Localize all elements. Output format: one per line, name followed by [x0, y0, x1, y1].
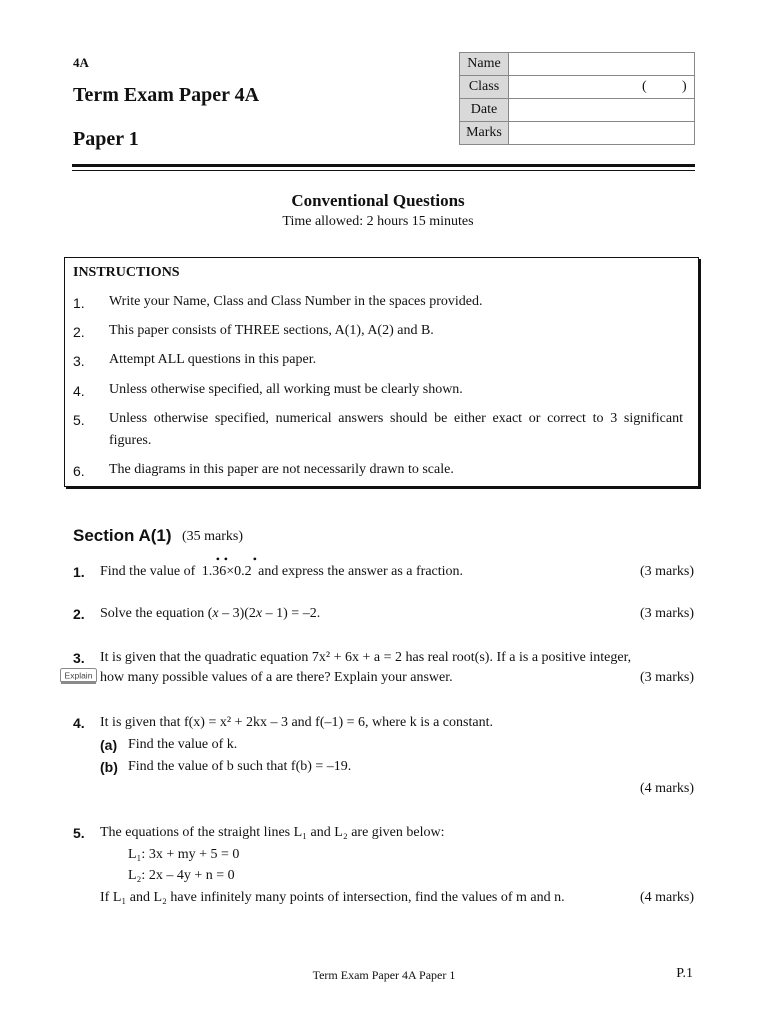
instruction-number: 3.	[73, 353, 85, 369]
instruction-number: 5.	[73, 412, 85, 428]
question-4b-label: (b)	[100, 759, 118, 775]
question-number: 2.	[73, 606, 85, 622]
instruction-number: 6.	[73, 463, 85, 479]
recurring-dot: •	[223, 552, 228, 566]
paper-code: 4A	[73, 55, 89, 70]
question-4a-label: (a)	[100, 737, 118, 753]
header-divider-thin	[72, 170, 695, 171]
instruction-text: The diagrams in this paper are not necessarily drawn to scale.	[109, 462, 454, 477]
question-3-line-2: how many possible values of a are there? Explain your answer.	[100, 670, 453, 685]
question-5-task: If L₁ and L₂ have infinitely many points of intersection, find the values of m and n.	[100, 890, 565, 905]
question-4b-text: Find the value of b such that f(b) = –19.	[128, 759, 352, 774]
recurring-dot: •	[215, 552, 220, 566]
instruction-number: 2.	[73, 324, 85, 340]
recurring-dot: •	[252, 552, 257, 566]
question-2-part: Solve the equation (	[100, 606, 213, 621]
paper-title: Paper 1	[73, 128, 139, 150]
name-field[interactable]	[509, 53, 695, 76]
question-5-stem: The equations of the straight lines L₁ and L₂ are given below:	[100, 825, 445, 840]
instruction-text: Unless otherwise specified, all working must be clearly shown.	[109, 382, 463, 397]
time-allowed: Time allowed: 2 hours 15 minutes	[282, 214, 474, 229]
question-3-marks: (3 marks)	[639, 670, 694, 685]
section-title: Conventional Questions	[291, 191, 465, 210]
question-2-part: – 3)(2	[218, 606, 256, 621]
date-label: Date	[460, 99, 509, 122]
question-4-marks: (4 marks)	[639, 781, 694, 796]
header-divider-thick	[72, 164, 695, 167]
question-5-marks: (4 marks)	[639, 890, 694, 905]
question-number: 4.	[73, 715, 85, 731]
variable-x: x	[255, 606, 263, 621]
question-1-post: and express the answer as a fraction.	[258, 564, 464, 579]
instructions-title: INSTRUCTIONS	[73, 265, 180, 280]
class-field[interactable]	[509, 76, 695, 99]
exam-title: Term Exam Paper 4A	[73, 84, 260, 106]
question-number: 5.	[73, 825, 85, 841]
section-a1-heading: Section A(1)	[73, 526, 172, 545]
instruction-text: Write your Name, Class and Class Number in the spaces provided.	[109, 294, 483, 309]
recurring-decimal-expression	[201, 552, 257, 580]
question-2-text	[100, 606, 320, 622]
section-a1-marks: (35 marks)	[182, 529, 244, 544]
class-number-paren-open: (	[642, 79, 647, 94]
question-4-stem: It is given that f(x) = x² + 2kx – 3 and f(–1) = 6, where k is a constant.	[100, 715, 493, 730]
instruction-text: This paper consists of THREE sections, A(1), A(2) and B.	[109, 323, 434, 338]
explain-badge-label: Explain	[64, 670, 93, 681]
page-footer: Term Exam Paper 4A Paper 1	[312, 968, 456, 982]
instruction-text: Unless otherwise specified, numerical answers should be either exact or correct to 3 significant figures.	[109, 411, 683, 448]
page-number: P.1	[676, 966, 693, 981]
question-3-line-1: It is given that the quadratic equation 7x² + 6x + a = 2 has real root(s). If a is a positive integer,	[100, 650, 632, 665]
question-1-marks: (3 marks)	[639, 564, 694, 579]
date-field[interactable]	[509, 99, 695, 122]
question-2-marks: (3 marks)	[639, 606, 694, 621]
question-number: 3.	[73, 650, 85, 666]
instruction-text: Attempt ALL questions in this paper.	[109, 352, 317, 367]
instruction-number: 1.	[73, 295, 85, 311]
marks-label: Marks	[460, 122, 509, 145]
line-equation-1: L₁: 3x + my + 5 = 0	[128, 847, 240, 862]
question-1-pre: Find the value of	[100, 564, 196, 579]
variable-x: x	[212, 606, 219, 621]
class-number-paren-close: )	[682, 79, 687, 94]
question-2-part: – 1) = –2.	[262, 606, 321, 621]
recurring-decimal-value: 1.36×0.2	[201, 564, 252, 579]
name-label: Name	[460, 53, 509, 76]
class-label: Class	[460, 76, 509, 99]
question-number: 1.	[73, 564, 85, 580]
explain-badge-icon	[60, 668, 97, 686]
student-info-table	[459, 52, 695, 145]
line-equation-2: L₂: 2x – 4y + n = 0	[128, 868, 235, 883]
question-4a-text: Find the value of k.	[128, 737, 238, 752]
instruction-number: 4.	[73, 383, 85, 399]
marks-field[interactable]	[509, 122, 695, 145]
question-1-text	[100, 552, 464, 580]
